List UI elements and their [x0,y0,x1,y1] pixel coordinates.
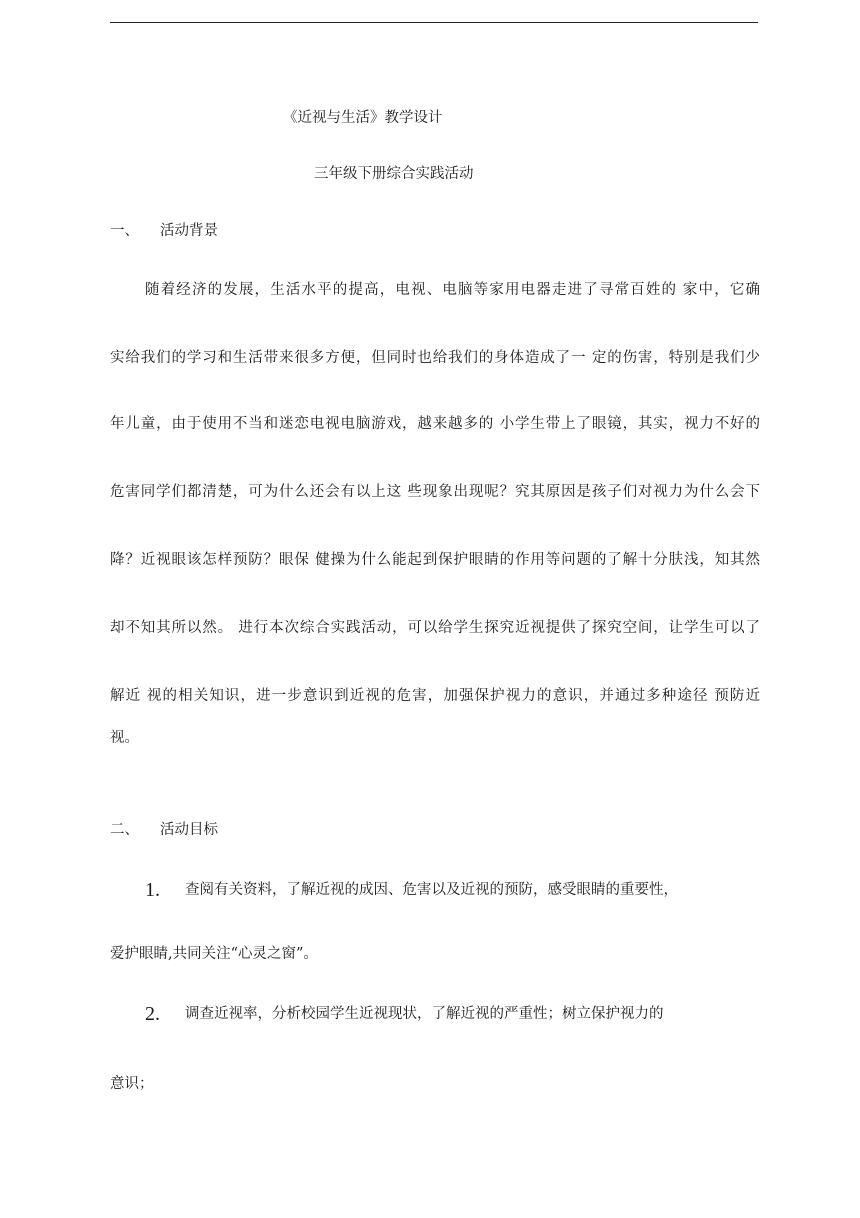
paragraph-line: 视。 [110,730,139,746]
goal-number: 2. [145,1003,160,1025]
goal-text: 调查近视率，分析校园学生近视现状，了解近视的严重性；树立保护视力的 [185,1006,664,1022]
paragraph-line: 危害同学们都清楚，可为什么还会有以上这 些现象出现呢？究其原因是孩子们对视力为什么会下 [110,484,760,500]
paragraph-line: 年儿童，由于使用不当和迷恋电视电脑游戏，越来越多的 小学生带上了眼镜，其实，视力不好的 [110,416,760,432]
section-heading-goals [110,820,218,840]
section-title: 活动目标 [160,822,218,838]
goal-continuation: 爱护眼睛,共同关注“心灵之窗”。 [110,946,318,962]
goal-text: 查阅有关资料，了解近视的成因、危害以及近视的预防，感受眼睛的重要性， [185,882,678,898]
paragraph-line: 实给我们的学习和生活带来很多方便，但同时也给我们的身体造成了一 定的伤害，特别是我们少 [110,350,760,366]
goal-continuation: 意识； [110,1076,154,1092]
document-subtitle: 三年级下册综合实践活动 [314,166,474,182]
paragraph-line: 却不知其所以然。 进行本次综合实践活动，可以给学生探究近视提供了探究空间，让学生可以了 [110,620,760,636]
paragraph-line: 解近 视的相关知识，进一步意识到近视的危害，加强保护视力的意识，并通过多种途径 预防近 [110,688,760,704]
header-rule [110,22,758,23]
goal-item-2 [110,1004,664,1024]
section-title: 活动背景 [160,223,218,239]
paragraph-line: 降？近视眼该怎样预防？眼保 健操为什么能起到保护眼睛的作用等问题的了解十分肤浅，知其然 [110,552,760,568]
goal-number: 1. [145,879,160,901]
section-number: 二、 [110,822,139,838]
document-title: 《近视与生活》教学设计 [283,110,443,126]
paragraph-line: 随着经济的发展，生活水平的提高，电视、电脑等家用电器走进了寻常百姓的 家中，它确 [145,282,760,298]
section-number: 一、 [110,223,139,239]
goal-item-1 [110,880,678,900]
section-heading-background [110,221,218,241]
